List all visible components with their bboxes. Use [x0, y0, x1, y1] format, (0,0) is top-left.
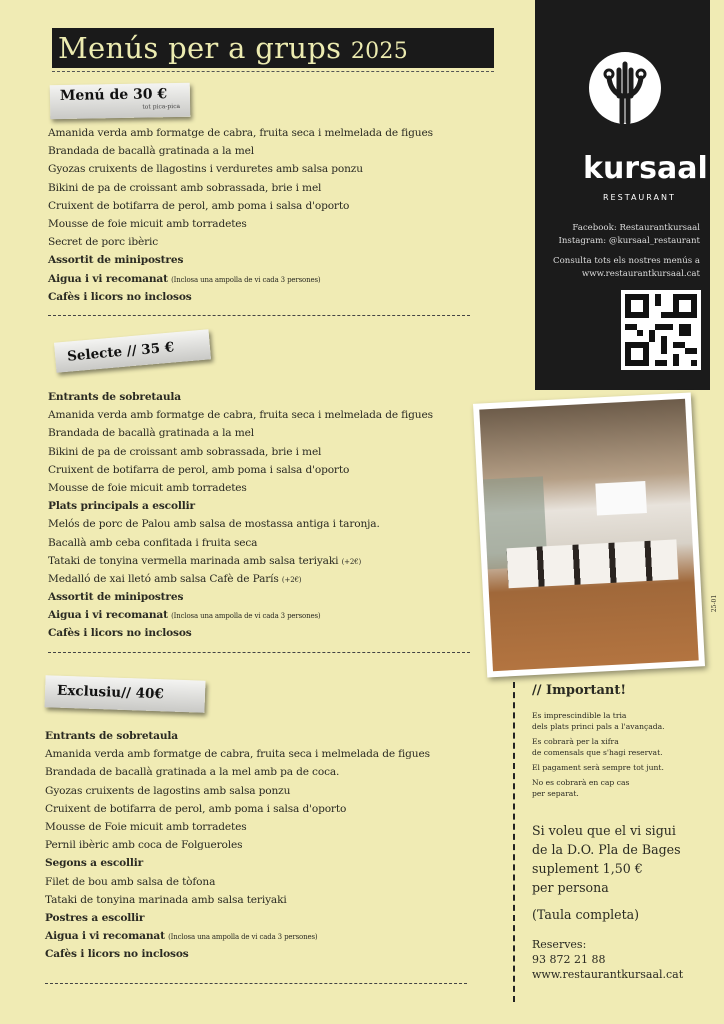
menu-item-text: Cruixent de botifarra de perol, amb poma i salsa d'oporto [48, 463, 350, 476]
page-title [52, 28, 494, 68]
restaurant-photo [473, 392, 705, 677]
menu-item [45, 836, 485, 854]
menu-item-text: Assortit de minipostres [48, 254, 184, 267]
menu-item [48, 233, 488, 251]
menu-item [45, 909, 485, 927]
menu-item-text: Mousse de foie micuit amb torradetes [48, 481, 247, 494]
menu-item [45, 927, 485, 945]
title-text: Menús per a grups [58, 31, 342, 65]
menu-item-text: Aigua i vi recomanat [48, 272, 168, 285]
menu-item-text: Pernil ibèric amb coca de Folgueroles [45, 839, 243, 852]
note-line: Es imprescindible la tria [532, 711, 627, 720]
menu-item [45, 945, 485, 963]
selecte-list [48, 388, 488, 643]
menu-item-text: Plats principals a escollir [48, 500, 195, 513]
important-notes [532, 710, 665, 799]
menu-item [48, 570, 488, 588]
menu-item-text: Bikini de pa de croissant amb sobrassada, brie i mel [48, 181, 322, 194]
wine-supplement [532, 821, 681, 924]
menu-item [48, 588, 488, 606]
menu-item [48, 534, 488, 552]
menu-item-text: Secret de porc ibèric [48, 236, 159, 249]
menu-item [48, 160, 488, 178]
exclusiu-label: Exclusiu// 40€ [56, 682, 165, 703]
menu-item [48, 179, 488, 197]
menu-item [45, 727, 485, 745]
instagram-link[interactable]: Instagram: @kursaal_restaurant [558, 236, 700, 246]
menu-item-text: Cafès i licors no inclosos [48, 290, 192, 303]
exclusiu-tag [44, 675, 205, 713]
title-year: 2025 [350, 39, 409, 64]
brand-name: kursaal [583, 151, 708, 186]
menu-item [48, 142, 488, 160]
menu-item-text: Brandada de bacallà gratinada a la mel [48, 145, 254, 158]
menu-item-text: Aigua i vi recomanat [48, 609, 168, 622]
menu-item-note: (Inclosa una ampolla de vi cada 3 persones) [171, 612, 321, 621]
wine-line: Si voleu que el vi sigui [532, 823, 676, 838]
menu-item [45, 763, 485, 781]
menu-item-text: Aigua i vi recomanat [45, 930, 165, 943]
menu-item-text: Tataki de tonyina marinada amb salsa teriyaki [45, 893, 287, 906]
menu-item-text: Medalló de xai lletó amb salsa Cafè de París [48, 572, 279, 585]
divider-line [513, 682, 515, 1002]
menu-item [48, 443, 488, 461]
menu-item [45, 782, 485, 800]
menu30-label: Menú de 30 € [59, 86, 168, 105]
menu-item-text: Amanida verda amb formatge de cabra, fruita seca i melmelada de figues [48, 127, 433, 139]
menu-item [45, 891, 485, 909]
note-line: El pagament serà sempre tot junt. [532, 763, 664, 772]
menu-item [48, 251, 488, 269]
website-link[interactable]: www.restaurantkursaal.cat [581, 269, 700, 279]
reserves [532, 937, 683, 982]
wine-line: de la D.O. Pla de Bages [532, 842, 681, 857]
note-line: No es cobrarà en cap cas [532, 778, 630, 787]
menu-item-text: Assortit de minipostres [48, 591, 184, 604]
menu-item-text: Cruixent de botifarra de perol, amb poma i salsa d'oporto [45, 802, 347, 815]
menu-item-text: Entrants de sobretaula [48, 391, 182, 403]
note-line: dels plats princi pals a l'avançada. [532, 722, 665, 731]
document-code: 25-01 [711, 594, 719, 613]
menu-item-text: Mousse de Foie micuit amb torradetes [45, 820, 247, 833]
reserves-phone[interactable]: 93 872 21 88 [532, 953, 606, 966]
menu-item-text: Segons a escollir [45, 857, 144, 870]
menu-item [48, 270, 488, 288]
wine-line: suplement 1,50 € [532, 861, 643, 876]
selecte-tag [54, 329, 211, 372]
menu-item-text: Brandada de bacallà gratinada a la mel amb pa de coca. [45, 766, 340, 779]
wine-line: per persona [532, 880, 609, 895]
reserves-website[interactable]: www.restaurantkursaal.cat [532, 968, 684, 981]
menu-item [45, 854, 485, 872]
menu-item [48, 624, 488, 642]
dining-room-image [479, 399, 698, 671]
menu-item [48, 424, 488, 442]
selecte-label: Selecte // 35 € [66, 339, 175, 365]
menu-item-text: Cruixent de botifarra de perol, amb poma i salsa d'oporto [48, 199, 350, 212]
menu-item [48, 552, 488, 570]
menu-item-text: Postres a escollir [45, 911, 145, 924]
menu-item [45, 745, 485, 763]
menu-item [48, 479, 488, 497]
menu-item-note: (Inclosa una ampolla de vi cada 3 persones) [168, 933, 318, 942]
menu-item-text: Bikini de pa de croissant amb sobrassada, brie i mel [48, 445, 322, 458]
menu-item [48, 406, 488, 424]
brand-panel [535, 0, 710, 390]
menu30-list [48, 124, 488, 306]
facebook-link[interactable]: Facebook: Restaurantkursaal [572, 223, 700, 233]
note-line: per separat. [532, 789, 579, 798]
menu-item-text: Melós de porc de Palou amb salsa de mostassa antiga i taronja. [48, 518, 380, 531]
reserves-label: Reserves: [532, 938, 587, 951]
menu-item [48, 461, 488, 479]
menu-item-text: Bacallà amb ceba confitada i fruita seca [48, 536, 258, 549]
menu-item-text: Tataki de tonyina vermella marinada amb salsa teriyaki [48, 554, 339, 567]
important-title: // Important! [532, 683, 627, 698]
note-line: de comensals que s'hagi reservat. [532, 748, 663, 757]
brand-sub: RESTAURANT [603, 193, 676, 202]
separator [48, 315, 470, 316]
menu-item-text: Filet de bou amb salsa de tòfona [45, 875, 216, 888]
note-line: Es cobrarà per la xifra [532, 737, 619, 746]
fork-logo-icon [589, 52, 661, 124]
menu-item [48, 197, 488, 215]
menu-item-text: Cafès i licors no inclosos [48, 627, 192, 640]
menu-item [48, 288, 488, 306]
menu-item-text: Entrants de sobretaula [45, 730, 179, 742]
menu-item-note: (+2€) [281, 575, 302, 584]
menu-item-note: (+2€) [341, 557, 362, 566]
menu-item [48, 606, 488, 624]
menu-item [45, 818, 485, 836]
menu30-sub: tot pica-pica [142, 102, 181, 111]
menu-item-text: Cafès i licors no inclosos [45, 948, 189, 961]
title-underline [52, 71, 494, 72]
menu-item [45, 873, 485, 891]
menu-item [45, 800, 485, 818]
exclusiu-list [45, 727, 485, 963]
menu-item-text: Amanida verda amb formatge de cabra, fruita seca i melmelada de figues [45, 748, 430, 761]
separator [45, 983, 467, 984]
wine-full-table: (Taula completa) [532, 907, 640, 922]
separator [48, 652, 470, 653]
menu-item [48, 215, 488, 233]
menu-item [48, 124, 488, 142]
menu-item-text: Gyozas cruixents de lagostins amb salsa ponzu [45, 784, 291, 797]
menu-item-text: Brandada de bacallà gratinada a la mel [48, 427, 254, 440]
consult-text: Consulta tots els nostres menús a [553, 256, 700, 266]
qr-code-icon [621, 290, 701, 370]
menu30-tag [50, 83, 191, 119]
menu-item-text: Amanida verda amb formatge de cabra, fruita seca i melmelada de figues [48, 409, 433, 422]
menu-item [48, 388, 488, 406]
menu-item-note: (Inclosa una ampolla de vi cada 3 persones) [171, 275, 321, 284]
menu-item [48, 515, 488, 533]
menu-item-text: Gyozas cruixents de llagostins i verduretes amb salsa ponzu [48, 163, 363, 176]
menu-item [48, 497, 488, 515]
menu-item-text: Mousse de foie micuit amb torradetes [48, 217, 247, 230]
